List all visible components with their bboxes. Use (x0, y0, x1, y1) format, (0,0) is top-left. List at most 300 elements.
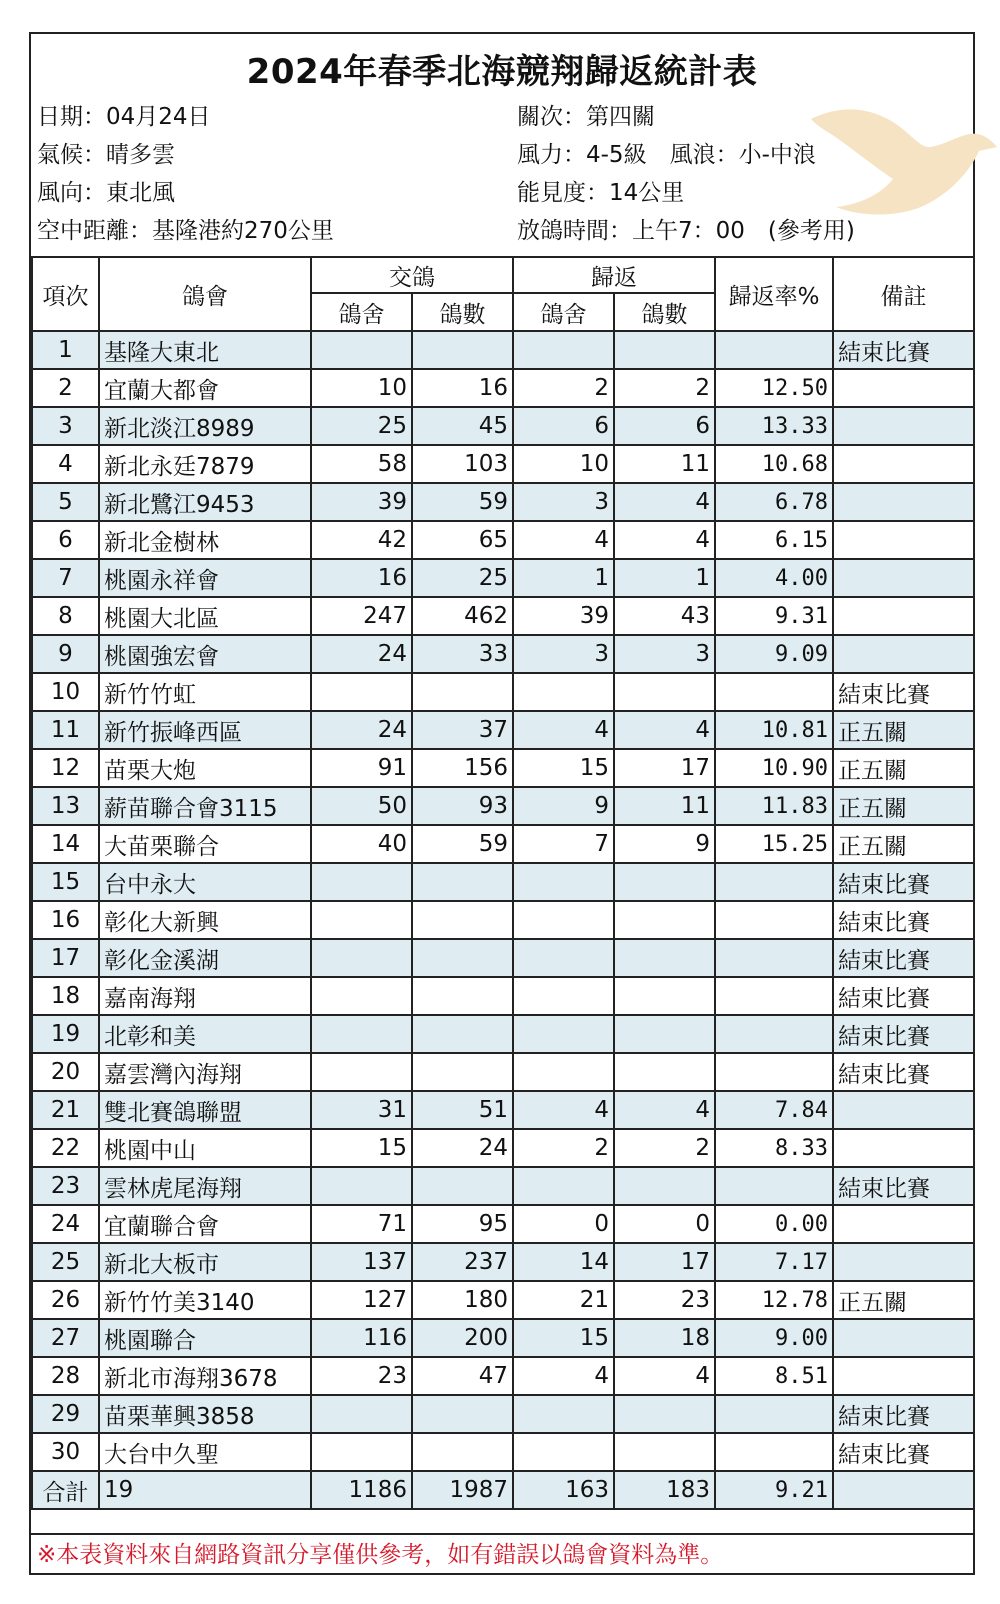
cell-entry-birds (412, 977, 513, 1015)
cell-note (833, 1243, 974, 1281)
table-row (32, 521, 974, 559)
cell-club: 宜蘭大都會 (99, 369, 311, 407)
table-row (32, 1205, 974, 1243)
cell-note: 結束比賽 (833, 1395, 974, 1433)
cell-entry-lofts: 39 (311, 483, 412, 521)
cell-note (833, 369, 974, 407)
cell-index: 29 (32, 1395, 99, 1433)
table-row (32, 673, 974, 711)
table-body (32, 331, 974, 1509)
cell-returned-lofts: 2 (513, 369, 614, 407)
table-row (32, 1319, 974, 1357)
table-row (32, 559, 974, 597)
cell-entry-birds: 33 (412, 635, 513, 673)
cell-return-rate (715, 939, 833, 977)
cell-note: 結束比賽 (833, 901, 974, 939)
cell-return-rate: 9.21 (715, 1471, 833, 1509)
disclaimer-footer: ※本表資料來自網路資訊分享僅供參考，如有錯誤以鴿會資料為準。 (31, 1533, 973, 1573)
cell-return-rate (715, 1053, 833, 1091)
cell-return-rate (715, 901, 833, 939)
cell-returned-lofts: 1 (513, 559, 614, 597)
total-row (32, 1471, 974, 1509)
cell-return-rate (715, 1167, 833, 1205)
cell-returned-lofts (513, 977, 614, 1015)
cell-club: 新北市海翔3678 (99, 1357, 311, 1395)
cell-index: 6 (32, 521, 99, 559)
cell-return-rate: 9.00 (715, 1319, 833, 1357)
cell-club: 雙北賽鴿聯盟 (99, 1091, 311, 1129)
cell-note (833, 483, 974, 521)
cell-entry-birds (412, 1053, 513, 1091)
info-date: 日期：04月24日 (37, 104, 211, 130)
cell-index: 9 (32, 635, 99, 673)
cell-index: 10 (32, 673, 99, 711)
cell-return-rate: 7.17 (715, 1243, 833, 1281)
header-club: 鴿會 (99, 257, 311, 331)
cell-returned-lofts (513, 1015, 614, 1053)
table-row (32, 483, 974, 521)
cell-entry-lofts (311, 1395, 412, 1433)
cell-entry-birds: 37 (412, 711, 513, 749)
table-row (32, 1357, 974, 1395)
cell-entry-lofts (311, 1433, 412, 1471)
report-frame (29, 32, 975, 1575)
cell-club: 台中永大 (99, 863, 311, 901)
cell-club: 新竹竹虹 (99, 673, 311, 711)
cell-club: 宜蘭聯合會 (99, 1205, 311, 1243)
cell-return-rate: 15.25 (715, 825, 833, 863)
cell-returned-birds: 4 (614, 711, 715, 749)
cell-entry-lofts: 127 (311, 1281, 412, 1319)
cell-index: 13 (32, 787, 99, 825)
cell-index: 5 (32, 483, 99, 521)
cell-entry-lofts (311, 977, 412, 1015)
cell-returned-lofts: 3 (513, 483, 614, 521)
cell-entry-lofts: 23 (311, 1357, 412, 1395)
cell-return-rate: 12.50 (715, 369, 833, 407)
cell-index: 24 (32, 1205, 99, 1243)
cell-entry-birds (412, 1395, 513, 1433)
cell-entry-lofts: 91 (311, 749, 412, 787)
header-entry-lofts: 鴿舍 (311, 293, 412, 331)
cell-entry-birds (412, 1433, 513, 1471)
table-row (32, 787, 974, 825)
cell-return-rate: 9.09 (715, 635, 833, 673)
cell-return-rate: 11.83 (715, 787, 833, 825)
cell-entry-birds: 24 (412, 1129, 513, 1167)
cell-returned-birds: 1 (614, 559, 715, 597)
table-row (32, 711, 974, 749)
cell-return-rate (715, 1395, 833, 1433)
cell-returned-lofts (513, 1395, 614, 1433)
cell-index: 19 (32, 1015, 99, 1053)
cell-note: 結束比賽 (833, 863, 974, 901)
cell-club: 桃園永祥會 (99, 559, 311, 597)
cell-index: 14 (32, 825, 99, 863)
cell-returned-birds (614, 939, 715, 977)
cell-note (833, 635, 974, 673)
results-table (31, 256, 975, 1510)
cell-index: 12 (32, 749, 99, 787)
cell-club: 彰化金溪湖 (99, 939, 311, 977)
cell-entry-lofts: 40 (311, 825, 412, 863)
cell-note (833, 1471, 974, 1509)
cell-entry-lofts: 25 (311, 407, 412, 445)
cell-club: 新北大板市 (99, 1243, 311, 1281)
cell-returned-birds: 9 (614, 825, 715, 863)
cell-return-rate: 10.81 (715, 711, 833, 749)
table-row (32, 863, 974, 901)
table-row (32, 1395, 974, 1433)
cell-note (833, 445, 974, 483)
cell-note: 結束比賽 (833, 673, 974, 711)
cell-entry-lofts (311, 1053, 412, 1091)
cell-note (833, 1091, 974, 1129)
cell-returned-birds: 2 (614, 369, 715, 407)
cell-returned-lofts: 2 (513, 1129, 614, 1167)
header-note: 備註 (833, 257, 974, 331)
table-row (32, 977, 974, 1015)
cell-note (833, 1205, 974, 1243)
cell-entry-birds: 25 (412, 559, 513, 597)
cell-returned-birds (614, 1015, 715, 1053)
cell-club: 新北金樹林 (99, 521, 311, 559)
cell-entry-lofts (311, 673, 412, 711)
cell-club: 新北淡江8989 (99, 407, 311, 445)
cell-return-rate: 12.78 (715, 1281, 833, 1319)
cell-note: 結束比賽 (833, 939, 974, 977)
header-returned: 歸返 (513, 257, 715, 293)
cell-entry-birds: 180 (412, 1281, 513, 1319)
cell-index: 21 (32, 1091, 99, 1129)
cell-returned-birds (614, 673, 715, 711)
cell-entry-birds: 103 (412, 445, 513, 483)
cell-club: 新竹竹美3140 (99, 1281, 311, 1319)
table-row (32, 369, 974, 407)
table-row (32, 597, 974, 635)
cell-returned-lofts (513, 901, 614, 939)
cell-return-rate: 8.33 (715, 1129, 833, 1167)
table-row (32, 1129, 974, 1167)
info-stage: 關次：第四關 (517, 104, 655, 130)
header-index: 項次 (32, 257, 99, 331)
table-row (32, 939, 974, 977)
cell-returned-lofts (513, 673, 614, 711)
cell-club: 桃園大北區 (99, 597, 311, 635)
cell-club: 新北鷺江9453 (99, 483, 311, 521)
header-entry: 交鴿 (311, 257, 513, 293)
cell-club: 桃園中山 (99, 1129, 311, 1167)
cell-note: 結束比賽 (833, 1433, 974, 1471)
cell-returned-lofts (513, 331, 614, 369)
cell-entry-lofts (311, 1167, 412, 1205)
cell-club: 新北永廷7879 (99, 445, 311, 483)
cell-return-rate (715, 331, 833, 369)
cell-entry-lofts: 10 (311, 369, 412, 407)
info-visibility: 能見度：14公里 (517, 180, 685, 206)
cell-club: 苗栗華興3858 (99, 1395, 311, 1433)
cell-entry-lofts (311, 901, 412, 939)
cell-returned-birds (614, 1395, 715, 1433)
cell-note: 結束比賽 (833, 1053, 974, 1091)
cell-club: 嘉南海翔 (99, 977, 311, 1015)
cell-returned-lofts: 7 (513, 825, 614, 863)
cell-index: 合計 (32, 1471, 99, 1509)
table-row (32, 1091, 974, 1129)
table-row (32, 1015, 974, 1053)
cell-note: 結束比賽 (833, 331, 974, 369)
cell-entry-lofts: 31 (311, 1091, 412, 1129)
cell-entry-lofts: 1186 (311, 1471, 412, 1509)
table-row (32, 635, 974, 673)
cell-returned-lofts (513, 863, 614, 901)
cell-returned-lofts: 14 (513, 1243, 614, 1281)
header-returned-birds: 鴿數 (614, 293, 715, 331)
cell-entry-birds: 462 (412, 597, 513, 635)
cell-returned-lofts: 15 (513, 1319, 614, 1357)
cell-entry-birds (412, 1167, 513, 1205)
cell-return-rate: 6.78 (715, 483, 833, 521)
cell-returned-lofts: 4 (513, 711, 614, 749)
cell-club: 基隆大東北 (99, 331, 311, 369)
table-row (32, 407, 974, 445)
cell-club: 新竹振峰西區 (99, 711, 311, 749)
cell-index: 18 (32, 977, 99, 1015)
table-row (32, 825, 974, 863)
cell-returned-lofts (513, 939, 614, 977)
table-row (32, 331, 974, 369)
cell-returned-birds (614, 977, 715, 1015)
cell-entry-birds: 93 (412, 787, 513, 825)
cell-note: 結束比賽 (833, 977, 974, 1015)
cell-entry-birds: 47 (412, 1357, 513, 1395)
cell-returned-birds: 6 (614, 407, 715, 445)
cell-returned-birds (614, 901, 715, 939)
cell-returned-birds: 0 (614, 1205, 715, 1243)
cell-entry-lofts: 24 (311, 635, 412, 673)
cell-note (833, 407, 974, 445)
cell-entry-lofts: 16 (311, 559, 412, 597)
cell-note: 結束比賽 (833, 1167, 974, 1205)
cell-returned-birds: 17 (614, 749, 715, 787)
cell-note: 正五關 (833, 711, 974, 749)
cell-entry-birds (412, 863, 513, 901)
cell-return-rate: 4.00 (715, 559, 833, 597)
cell-entry-birds (412, 901, 513, 939)
cell-returned-lofts: 15 (513, 749, 614, 787)
cell-note: 正五關 (833, 825, 974, 863)
info-release-time: 放鴿時間：上午7：00 (參考用) (517, 218, 855, 244)
cell-club: 桃園聯合 (99, 1319, 311, 1357)
table-row (32, 749, 974, 787)
cell-returned-lofts: 39 (513, 597, 614, 635)
cell-club: 雲林虎尾海翔 (99, 1167, 311, 1205)
table-row (32, 901, 974, 939)
cell-returned-lofts: 9 (513, 787, 614, 825)
cell-index: 2 (32, 369, 99, 407)
cell-entry-birds: 59 (412, 483, 513, 521)
cell-entry-birds: 51 (412, 1091, 513, 1129)
cell-entry-birds: 45 (412, 407, 513, 445)
table-row (32, 445, 974, 483)
cell-note (833, 1357, 974, 1395)
cell-returned-birds: 17 (614, 1243, 715, 1281)
cell-return-rate: 9.31 (715, 597, 833, 635)
cell-index: 1 (32, 331, 99, 369)
header-return-rate: 歸返率% (715, 257, 833, 331)
cell-note: 結束比賽 (833, 1015, 974, 1053)
cell-index: 4 (32, 445, 99, 483)
cell-index: 28 (32, 1357, 99, 1395)
cell-entry-birds: 16 (412, 369, 513, 407)
info-wind-direction: 風向：東北風 (37, 180, 175, 206)
cell-club: 苗栗大炮 (99, 749, 311, 787)
cell-index: 7 (32, 559, 99, 597)
cell-club: 嘉雲灣內海翔 (99, 1053, 311, 1091)
table-row (32, 1243, 974, 1281)
cell-index: 27 (32, 1319, 99, 1357)
cell-note (833, 559, 974, 597)
cell-returned-lofts: 4 (513, 1357, 614, 1395)
cell-note: 正五關 (833, 749, 974, 787)
cell-returned-lofts: 163 (513, 1471, 614, 1509)
cell-entry-lofts: 15 (311, 1129, 412, 1167)
cell-index: 17 (32, 939, 99, 977)
cell-return-rate: 6.15 (715, 521, 833, 559)
cell-club: 北彰和美 (99, 1015, 311, 1053)
cell-returned-birds (614, 331, 715, 369)
cell-returned-birds (614, 1433, 715, 1471)
cell-entry-lofts: 247 (311, 597, 412, 635)
info-wind-power: 風力：4-5級 風浪：小-中浪 (517, 142, 816, 168)
cell-entry-birds: 95 (412, 1205, 513, 1243)
table-row (32, 1053, 974, 1091)
cell-index: 8 (32, 597, 99, 635)
cell-entry-lofts (311, 1015, 412, 1053)
cell-returned-birds: 11 (614, 445, 715, 483)
cell-entry-birds (412, 673, 513, 711)
cell-entry-lofts: 71 (311, 1205, 412, 1243)
cell-entry-lofts: 137 (311, 1243, 412, 1281)
info-distance: 空中距離：基隆港約270公里 (37, 218, 334, 244)
cell-return-rate: 10.68 (715, 445, 833, 483)
cell-returned-lofts (513, 1053, 614, 1091)
cell-entry-lofts (311, 939, 412, 977)
cell-index: 30 (32, 1433, 99, 1471)
cell-entry-birds: 237 (412, 1243, 513, 1281)
cell-index: 23 (32, 1167, 99, 1205)
cell-returned-birds: 183 (614, 1471, 715, 1509)
cell-entry-birds: 1987 (412, 1471, 513, 1509)
cell-return-rate: 10.90 (715, 749, 833, 787)
cell-index: 15 (32, 863, 99, 901)
cell-return-rate (715, 1433, 833, 1471)
cell-note (833, 1319, 974, 1357)
cell-returned-lofts: 3 (513, 635, 614, 673)
cell-note (833, 1129, 974, 1167)
cell-returned-birds: 18 (614, 1319, 715, 1357)
cell-entry-lofts: 42 (311, 521, 412, 559)
cell-return-rate: 8.51 (715, 1357, 833, 1395)
header-returned-lofts: 鴿舍 (513, 293, 614, 331)
cell-index: 16 (32, 901, 99, 939)
cell-returned-lofts: 0 (513, 1205, 614, 1243)
cell-note: 正五關 (833, 1281, 974, 1319)
cell-return-rate (715, 1015, 833, 1053)
cell-returned-birds: 2 (614, 1129, 715, 1167)
cell-club: 大苗栗聯合 (99, 825, 311, 863)
cell-entry-lofts: 50 (311, 787, 412, 825)
cell-returned-birds: 4 (614, 521, 715, 559)
cell-return-rate (715, 673, 833, 711)
cell-entry-birds (412, 939, 513, 977)
table-row (32, 1281, 974, 1319)
page-title: 2024年春季北海競翔歸返統計表 (246, 52, 758, 92)
cell-returned-lofts (513, 1167, 614, 1205)
cell-entry-lofts: 58 (311, 445, 412, 483)
cell-returned-birds: 4 (614, 483, 715, 521)
table-row (32, 1433, 974, 1471)
cell-entry-lofts: 24 (311, 711, 412, 749)
cell-note (833, 597, 974, 635)
cell-returned-birds: 4 (614, 1091, 715, 1129)
cell-entry-birds: 65 (412, 521, 513, 559)
cell-entry-birds: 200 (412, 1319, 513, 1357)
cell-returned-birds: 3 (614, 635, 715, 673)
cell-entry-lofts (311, 863, 412, 901)
cell-entry-birds (412, 1015, 513, 1053)
cell-note: 正五關 (833, 787, 974, 825)
cell-club: 19 (99, 1471, 311, 1509)
cell-returned-birds (614, 863, 715, 901)
header-entry-birds: 鴿數 (412, 293, 513, 331)
info-weather: 氣候：晴多雲 (37, 142, 175, 168)
cell-returned-birds: 43 (614, 597, 715, 635)
cell-entry-lofts (311, 331, 412, 369)
cell-index: 11 (32, 711, 99, 749)
cell-returned-birds: 23 (614, 1281, 715, 1319)
cell-return-rate: 13.33 (715, 407, 833, 445)
cell-returned-lofts: 10 (513, 445, 614, 483)
cell-index: 22 (32, 1129, 99, 1167)
cell-return-rate (715, 977, 833, 1015)
cell-returned-birds (614, 1167, 715, 1205)
cell-club: 薪苗聯合會3115 (99, 787, 311, 825)
cell-index: 20 (32, 1053, 99, 1091)
cell-returned-birds (614, 1053, 715, 1091)
cell-returned-lofts: 4 (513, 1091, 614, 1129)
cell-entry-birds: 59 (412, 825, 513, 863)
cell-returned-lofts (513, 1433, 614, 1471)
cell-index: 26 (32, 1281, 99, 1319)
cell-club: 大台中久聖 (99, 1433, 311, 1471)
cell-index: 25 (32, 1243, 99, 1281)
cell-club: 彰化大新興 (99, 901, 311, 939)
cell-returned-lofts: 6 (513, 407, 614, 445)
cell-entry-birds: 156 (412, 749, 513, 787)
cell-index: 3 (32, 407, 99, 445)
cell-returned-birds: 4 (614, 1357, 715, 1395)
cell-note (833, 521, 974, 559)
cell-returned-lofts: 4 (513, 521, 614, 559)
cell-entry-lofts: 116 (311, 1319, 412, 1357)
cell-return-rate: 7.84 (715, 1091, 833, 1129)
cell-club: 桃園強宏會 (99, 635, 311, 673)
cell-returned-birds: 11 (614, 787, 715, 825)
cell-return-rate: 0.00 (715, 1205, 833, 1243)
cell-entry-birds (412, 331, 513, 369)
cell-returned-lofts: 21 (513, 1281, 614, 1319)
